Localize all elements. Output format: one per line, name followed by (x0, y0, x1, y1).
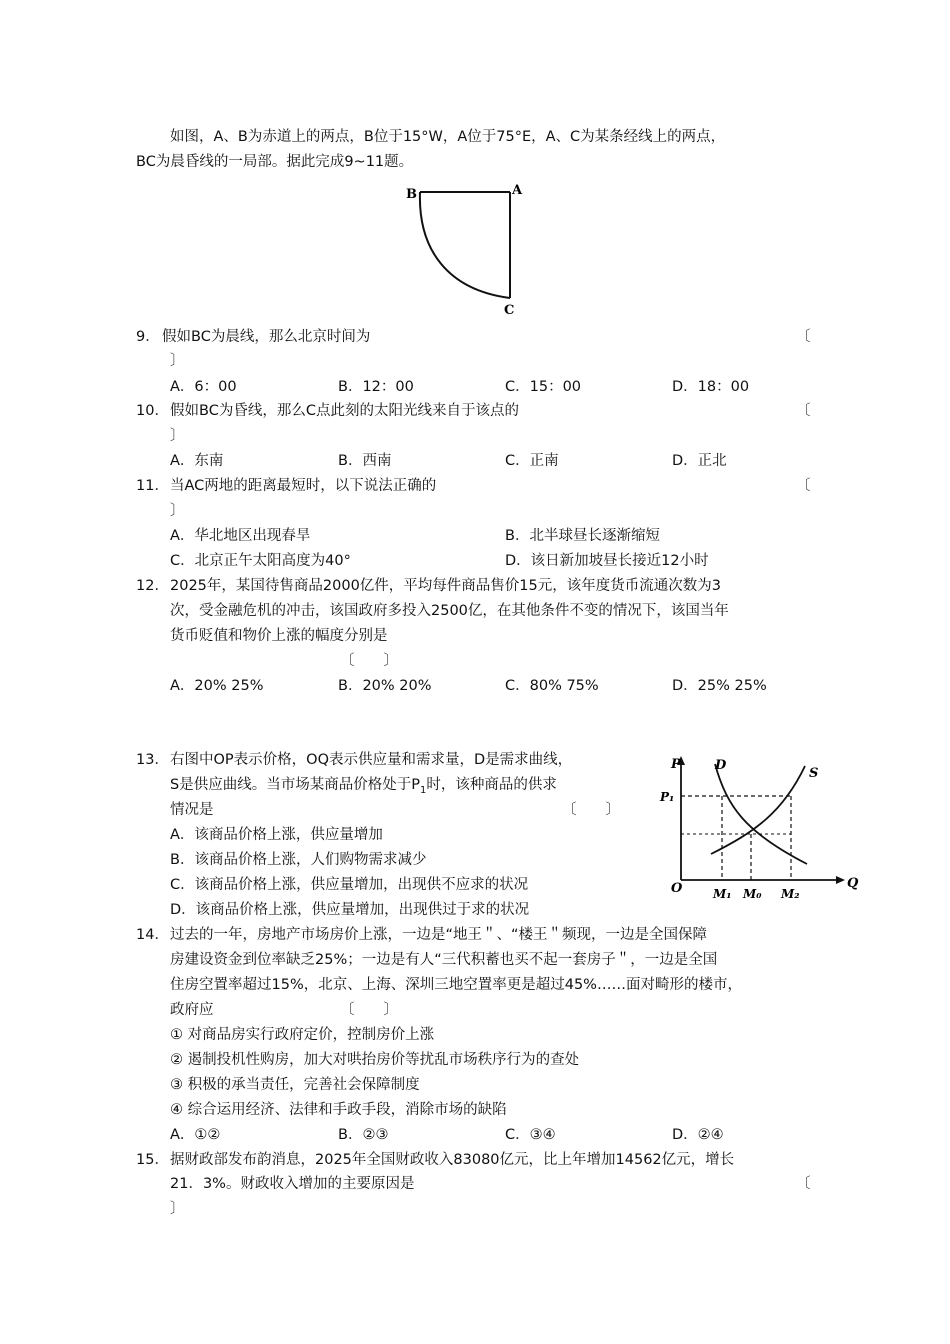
q12-paren: 〔 〕 (340, 653, 398, 669)
q15-number: 15． (136, 1152, 169, 1168)
label-m2: M₂ (781, 887, 800, 901)
label-c: C (504, 303, 515, 318)
q13-option-c: C．该商品价格上涨，供应量增加，出现供不应求的状况 (170, 877, 529, 893)
q14-option-c: C．③④ (505, 1127, 556, 1143)
q13-option-d: D．该商品价格上涨，供应量增加，出现供过于求的状况 (170, 902, 530, 918)
q11-option-c: C．北京正午太阳高度为40° (170, 553, 351, 569)
q12-option-b: B．20% 20% (338, 678, 432, 694)
q15-paren-close: 〕 (170, 1201, 185, 1217)
q13-line-2 (170, 775, 557, 801)
label-s: S (809, 766, 819, 781)
q14-option-b: B．②③ (338, 1127, 389, 1143)
q13-paren: 〔 〕 (562, 802, 620, 818)
q12-line-1: 2025年，某国待售商品2000亿件，平均每件商品售价15元，该年度货币流通次数为3 (170, 578, 721, 594)
q10-option-c: C．正南 (505, 453, 559, 469)
demand-curve-d (715, 764, 807, 864)
q13-option-b: B．该商品价格上涨，人们购物需求减少 (170, 852, 427, 868)
q9-paren-close: 〕 (170, 353, 185, 369)
q13-line-3: 情况是 (170, 802, 214, 818)
terminator-diagram (398, 170, 538, 320)
q9-paren-open: 〔 (796, 329, 811, 345)
q15-paren-open: 〔 (796, 1176, 811, 1192)
q9-option-c: C．15：00 (505, 379, 582, 395)
q13-number: 13． (136, 752, 169, 768)
label-p1: P₁ (660, 790, 675, 804)
q10-option-b: B．西南 (338, 453, 392, 469)
q13-line-1: 右图中OP表示价格，OQ表示供应量和需求量，D是需求曲线， (170, 752, 573, 768)
q14-option-d: D．②④ (672, 1127, 724, 1143)
q9-option-d: D．18：00 (672, 379, 750, 395)
q11-paren-open: 〔 (796, 478, 811, 494)
q10-option-a: A．东南 (170, 453, 224, 469)
q12-option-a: A．20% 25% (170, 678, 264, 694)
q12-option-c: C．80% 75% (505, 678, 599, 694)
q12-number: 12． (136, 578, 169, 594)
q11-option-b: B．北半球昼长逐渐缩短 (505, 528, 660, 544)
q14-item-3: ③ 积极的承当责任，完善社会保障制度 (170, 1077, 420, 1093)
q15-line-2: 21．3%。财政收入增加的主要原因是 (170, 1176, 415, 1192)
q13-p1-subscript: 1 (419, 784, 427, 796)
q10-option-d: D．正北 (672, 453, 727, 469)
label-m1: M₁ (713, 887, 732, 901)
label-d: D (715, 758, 727, 773)
q10-paren-close: 〕 (170, 428, 185, 444)
curve-bc (420, 192, 510, 298)
q9-stem: 假如BC为晨线，那么北京时间为 (162, 329, 371, 345)
axis-q-arrow (836, 876, 845, 884)
intro-line-1: 如图，A、B为赤道上的两点，B位于15°W，A位于75°E，A、C为某条经线上的两点， (170, 129, 726, 145)
q14-line-1: 过去的一年，房地产市场房价上涨，一边是“地王＂、“楼王＂频现，一边是全国保障 (170, 927, 708, 943)
q14-line-2: 房建设资金到位率缺乏25%；一边是有人“三代积蓄也买不起一套房子＂，一边是全国 (170, 952, 718, 968)
q12-line-2: 次，受金融危机的冲击，该国政府多投入2500亿，在其他条件不变的情况下，该国当年 (170, 603, 729, 619)
q14-line-3: 住房空置率超过15%，北京、上海、深圳三地空置率更是超过45%……面对畸形的楼市， (170, 977, 742, 993)
q14-item-2: ② 遏制投机性购房，加大对哄抬房价等扰乱市场秩序行为的查处 (170, 1052, 580, 1068)
q14-number: 14． (136, 927, 169, 943)
q11-option-a: A．华北地区出现春旱 (170, 528, 311, 544)
q10-number: 10． (136, 403, 169, 419)
q14-line-4: 政府应 (170, 1002, 214, 1018)
q11-paren-close: 〕 (170, 503, 185, 519)
q9-option-a: A．6：00 (170, 379, 237, 395)
label-a: A (512, 183, 523, 198)
q13-line-2a: S是供应曲线。当市场某商品价格处于P (170, 777, 420, 793)
intro-line-2: BC为晨昏线的一局部。据此完成9~11题。 (136, 154, 414, 170)
q15-line-1: 据财政部发布韵消息，2025年全国财政收入83080亿元，比上年增加14562亿元，增长 (170, 1152, 735, 1168)
q14-option-a: A．①② (170, 1127, 221, 1143)
label-p: P (671, 757, 681, 772)
q13-line-2b: 时，该种商品的供求 (426, 777, 557, 793)
q12-line-3: 货币贬值和物价上涨的幅度分别是 (170, 628, 388, 644)
label-m0: M₀ (743, 887, 762, 901)
q11-option-d: D．该日新加坡昼长接近12小时 (505, 553, 709, 569)
q14-item-1: ① 对商品房实行政府定价，控制房价上涨 (170, 1027, 435, 1043)
q13-option-a: A．该商品价格上涨，供应量增加 (170, 827, 383, 843)
q11-number: 11． (136, 478, 169, 494)
q10-paren-open: 〔 (796, 403, 811, 419)
label-o: O (671, 881, 683, 896)
supply-demand-diagram (655, 752, 877, 904)
q9-number: 9． (136, 329, 160, 345)
label-q: Q (847, 876, 859, 891)
q14-item-4: ④ 综合运用经济、法律和手政手段，消除市场的缺陷 (170, 1102, 507, 1118)
q9-option-b: B．12：00 (338, 379, 414, 395)
q12-option-d: D．25% 25% (672, 678, 767, 694)
label-b: B (406, 187, 417, 202)
q10-stem: 假如BC为昏线，那么C点此刻的太阳光线来自于该点的 (170, 403, 519, 419)
q14-paren: 〔 〕 (340, 1002, 398, 1018)
q11-stem: 当AC两地的距离最短时，以下说法正确的 (170, 478, 437, 494)
